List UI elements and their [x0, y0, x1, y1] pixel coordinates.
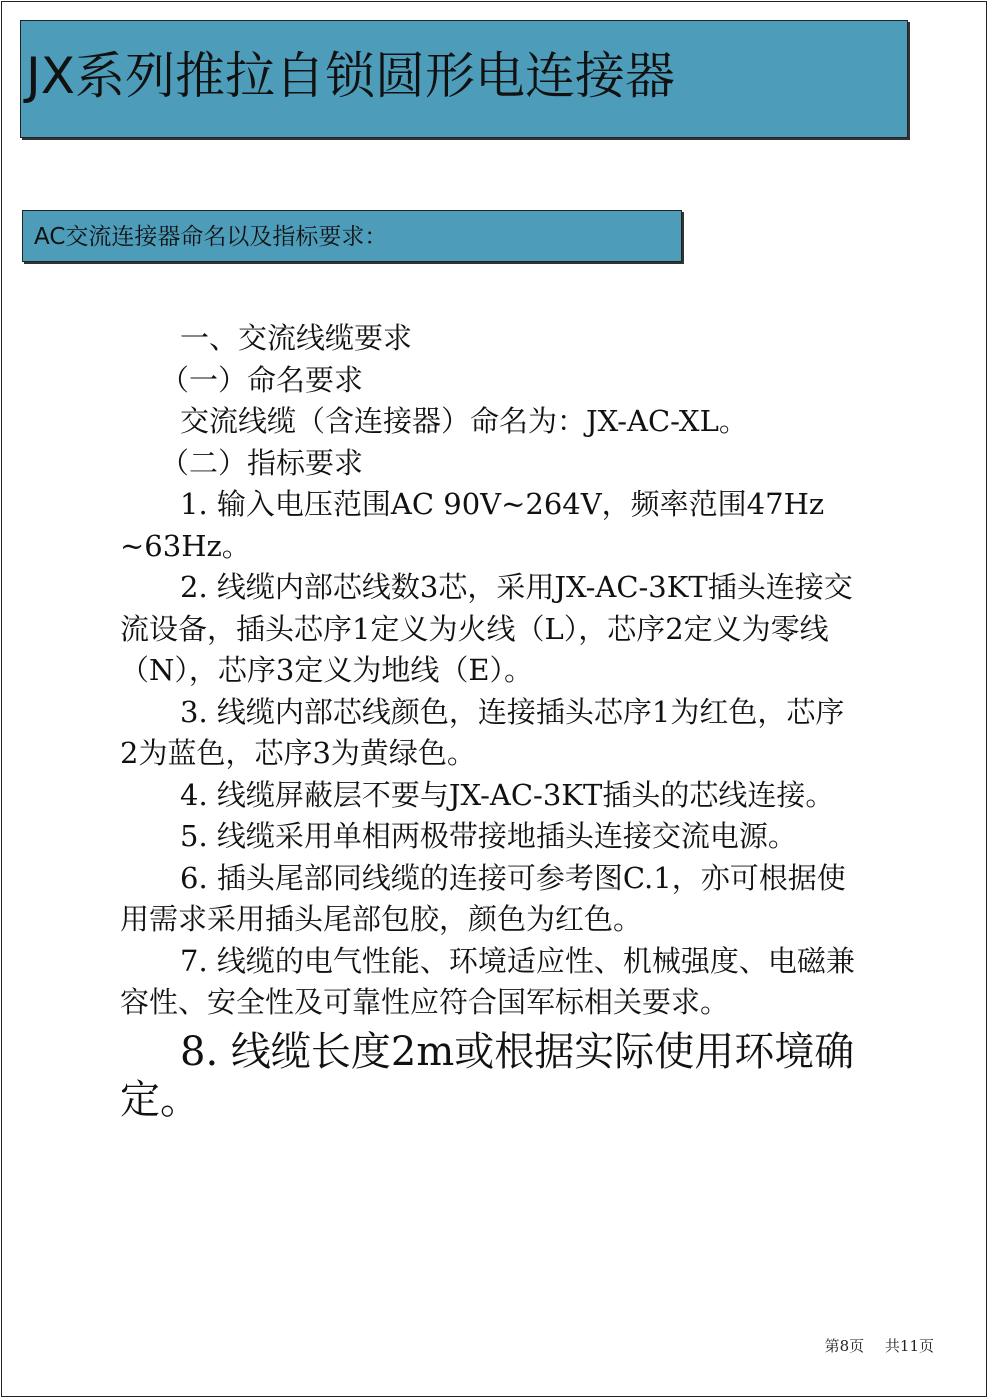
- page-footer: [825, 1335, 934, 1356]
- section-subtitle: AC交流连接器命名以及指标要求：: [34, 224, 388, 250]
- spec-item-4: 4. 线缆屏蔽层不要与JX-AC-3KT插头的芯线连接。: [180, 777, 835, 812]
- heading-cable-requirements: 一、交流线缆要求: [180, 321, 413, 355]
- spec-item-3: 3. 线缆内部芯线颜色，连接插头芯序1为红色，芯序 2为蓝色，芯序3为黄绿色。: [120, 694, 845, 770]
- naming-text: 交流线缆（含连接器）命名为：JX-AC-XL。: [180, 404, 748, 438]
- spec-item-6: 6. 插头尾部同线缆的连接可参考图C.1，亦可根据使用需求采用插头尾部包胶，颜色为红色。: [120, 860, 846, 936]
- page-title: JX系列推拉自锁圆形电连接器: [26, 47, 675, 105]
- spec-item-7: 7. 线缆的电气性能、环境适应性、机械强度、电磁兼容性、安全性及可靠性应符合国军标相关要求。: [120, 943, 855, 1019]
- page-number: 第8页: [824, 1337, 865, 1355]
- spec-item-1: 1. 输入电压范围AC 90V~264V，频率范围47Hz ~63Hz。: [120, 487, 825, 563]
- spec-item-2: 2. 线缆内部芯线数3芯，采用JX-AC-3KT插头连接交流设备，插头芯序1定义为火线（L），芯序2定义为零线（N），芯序3定义为地线（E）。: [120, 570, 853, 687]
- document-body: [120, 318, 860, 1124]
- heading-naming: （一）命名要求: [160, 362, 364, 397]
- spec-item-8: 8. 线缆长度2m或根据实际使用环境确定。: [120, 1028, 855, 1123]
- heading-specs: （二）指标要求: [160, 445, 364, 480]
- spec-item-5: 5. 线缆采用单相两极带接地插头连接交流电源。: [180, 819, 797, 853]
- page-total: 共11页: [884, 1337, 934, 1355]
